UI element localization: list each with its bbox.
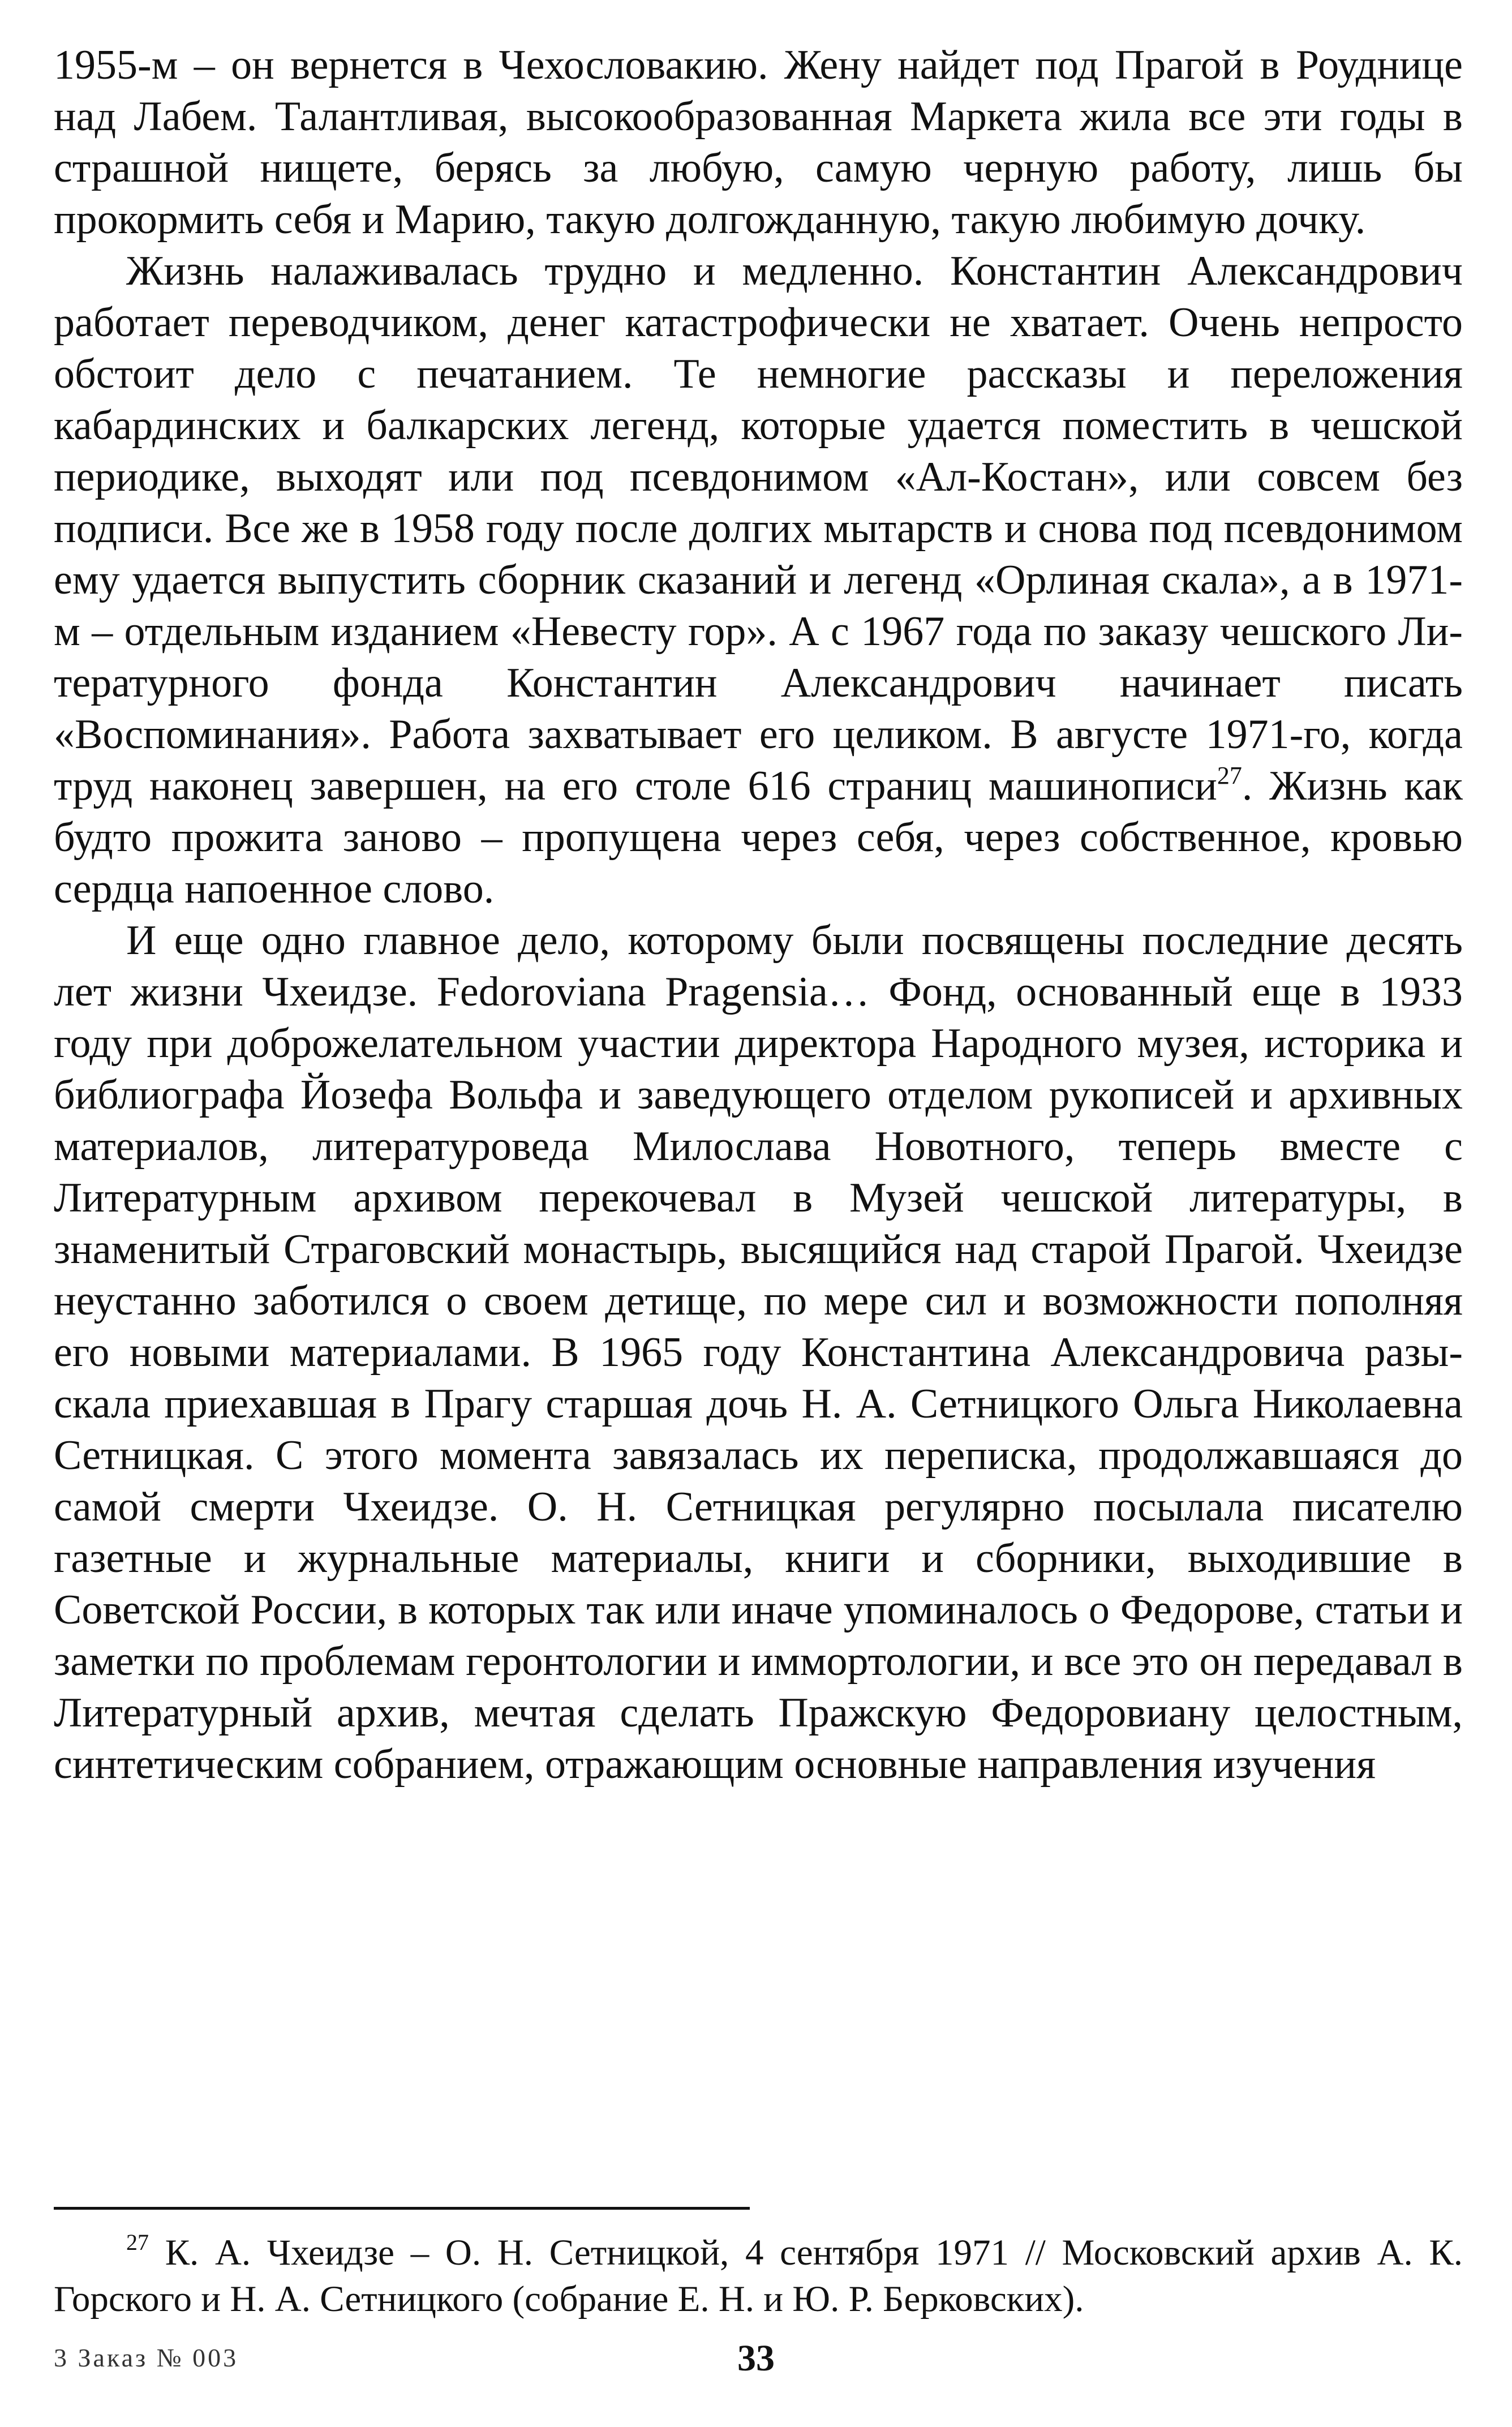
- footnote-27: [54, 2230, 1463, 2322]
- footnote-text: К. А. Чхеидзе – О. Н. Сетницкой, 4 сентября 1971 // Московский архив А. К. Горского и Н. А. Сетницкого (собрание Е. Н. и Ю. Р. Берковских).: [54, 2232, 1463, 2319]
- footnote-number: 27: [126, 2230, 149, 2255]
- paragraph-2-text-b: . Жизнь как будто прожита заново – пропущена через себя, через собственное, кровью сердца напоенное слово.: [54, 763, 1463, 912]
- paragraph-2: [54, 246, 1463, 915]
- page-body: [54, 40, 1463, 1790]
- paragraph-1-text: 1955-м – он вернется в Чехословакию. Жену найдет под Прагой в Роуднице над Лабем. Талантливая, высокообразованная Маркета жила все эти годы в страшной нищете, берясь за любую, самую черную работу, лишь бы прокормить себя и Марию, такую долгожданную, такую любимую дочку.: [54, 42, 1463, 243]
- footnote-ref-27[interactable]: 27: [1217, 762, 1242, 789]
- page-number: 33: [737, 2338, 775, 2379]
- printer-signature-mark: 3 Заказ № 003: [54, 2343, 239, 2372]
- paragraph-3: [54, 915, 1463, 1790]
- footnote-divider: [54, 2207, 750, 2210]
- paragraph-2-text-a: Жизнь налаживалась трудно и медленно. Константин Александрович работает переводчиком, денег катастрофически не хватает. Очень непросто обстоит дело с печатанием. Те немногие рассказы и переложения кабардинских и балкарских легенд, которые удается поместить в чешской периодике, выходят или под псевдонимом «Ал-Костан», или совсем без подписи. Все же в 1958 году после долгих мытарств и снова под псевдонимом ему удается выпустить сборник сказаний и легенд «Орлиная скала», а в 1971-м – отдельным изданием «Невесту гор». А с 1967 года по заказу чешского Литературного фонда Константин Александрович начинает писать «Воспоминания». Работа захватывает его целиком. В августе 1971-го, когда труд наконец завершен, на его столе 616 страниц машинописи: [54, 248, 1463, 809]
- paragraph-3-text: И еще одно главное дело, которому были посвящены последние десять лет жизни Чхеидзе. Fedoroviana Pragensia… Фонд, основанный еще в 1933 году при доброжелательном участии директора Народного музея, историка и библиографа Йозефа Вольфа и заведующего отделом рукописей и архивных материалов, литературоведа Милослава Новотного, теперь вместе с Литературным архивом перекочевал в Музей чешской литературы, в знаменитый Страговский монастырь, высящийся над старой Прагой. Чхеидзе неустанно заботился о своем детище, по мере сил и возможности пополняя его новыми материалами. В 1965 году Константина Александровича разыскала приехавшая в Прагу старшая дочь Н. А. Сетницкого Ольга Николаевна Сетницкая. С этого момента завязалась их переписка, продолжавшаяся до самой смерти Чхеидзе. О. Н. Сетницкая регулярно посылала писателю газетные и журнальные материалы, книги и сборники, выходившие в Советской России, в которых так или иначе упоминалось о Федорове, статьи и заметки по проблемам геронтологии и иммортологии, и все это он передавал в Литературный архив, мечтая сделать Пражскую Федоровиану целостным, синтетическим собранием, отражающим основные направления изучения: [54, 917, 1463, 1788]
- paragraph-1: [54, 40, 1463, 246]
